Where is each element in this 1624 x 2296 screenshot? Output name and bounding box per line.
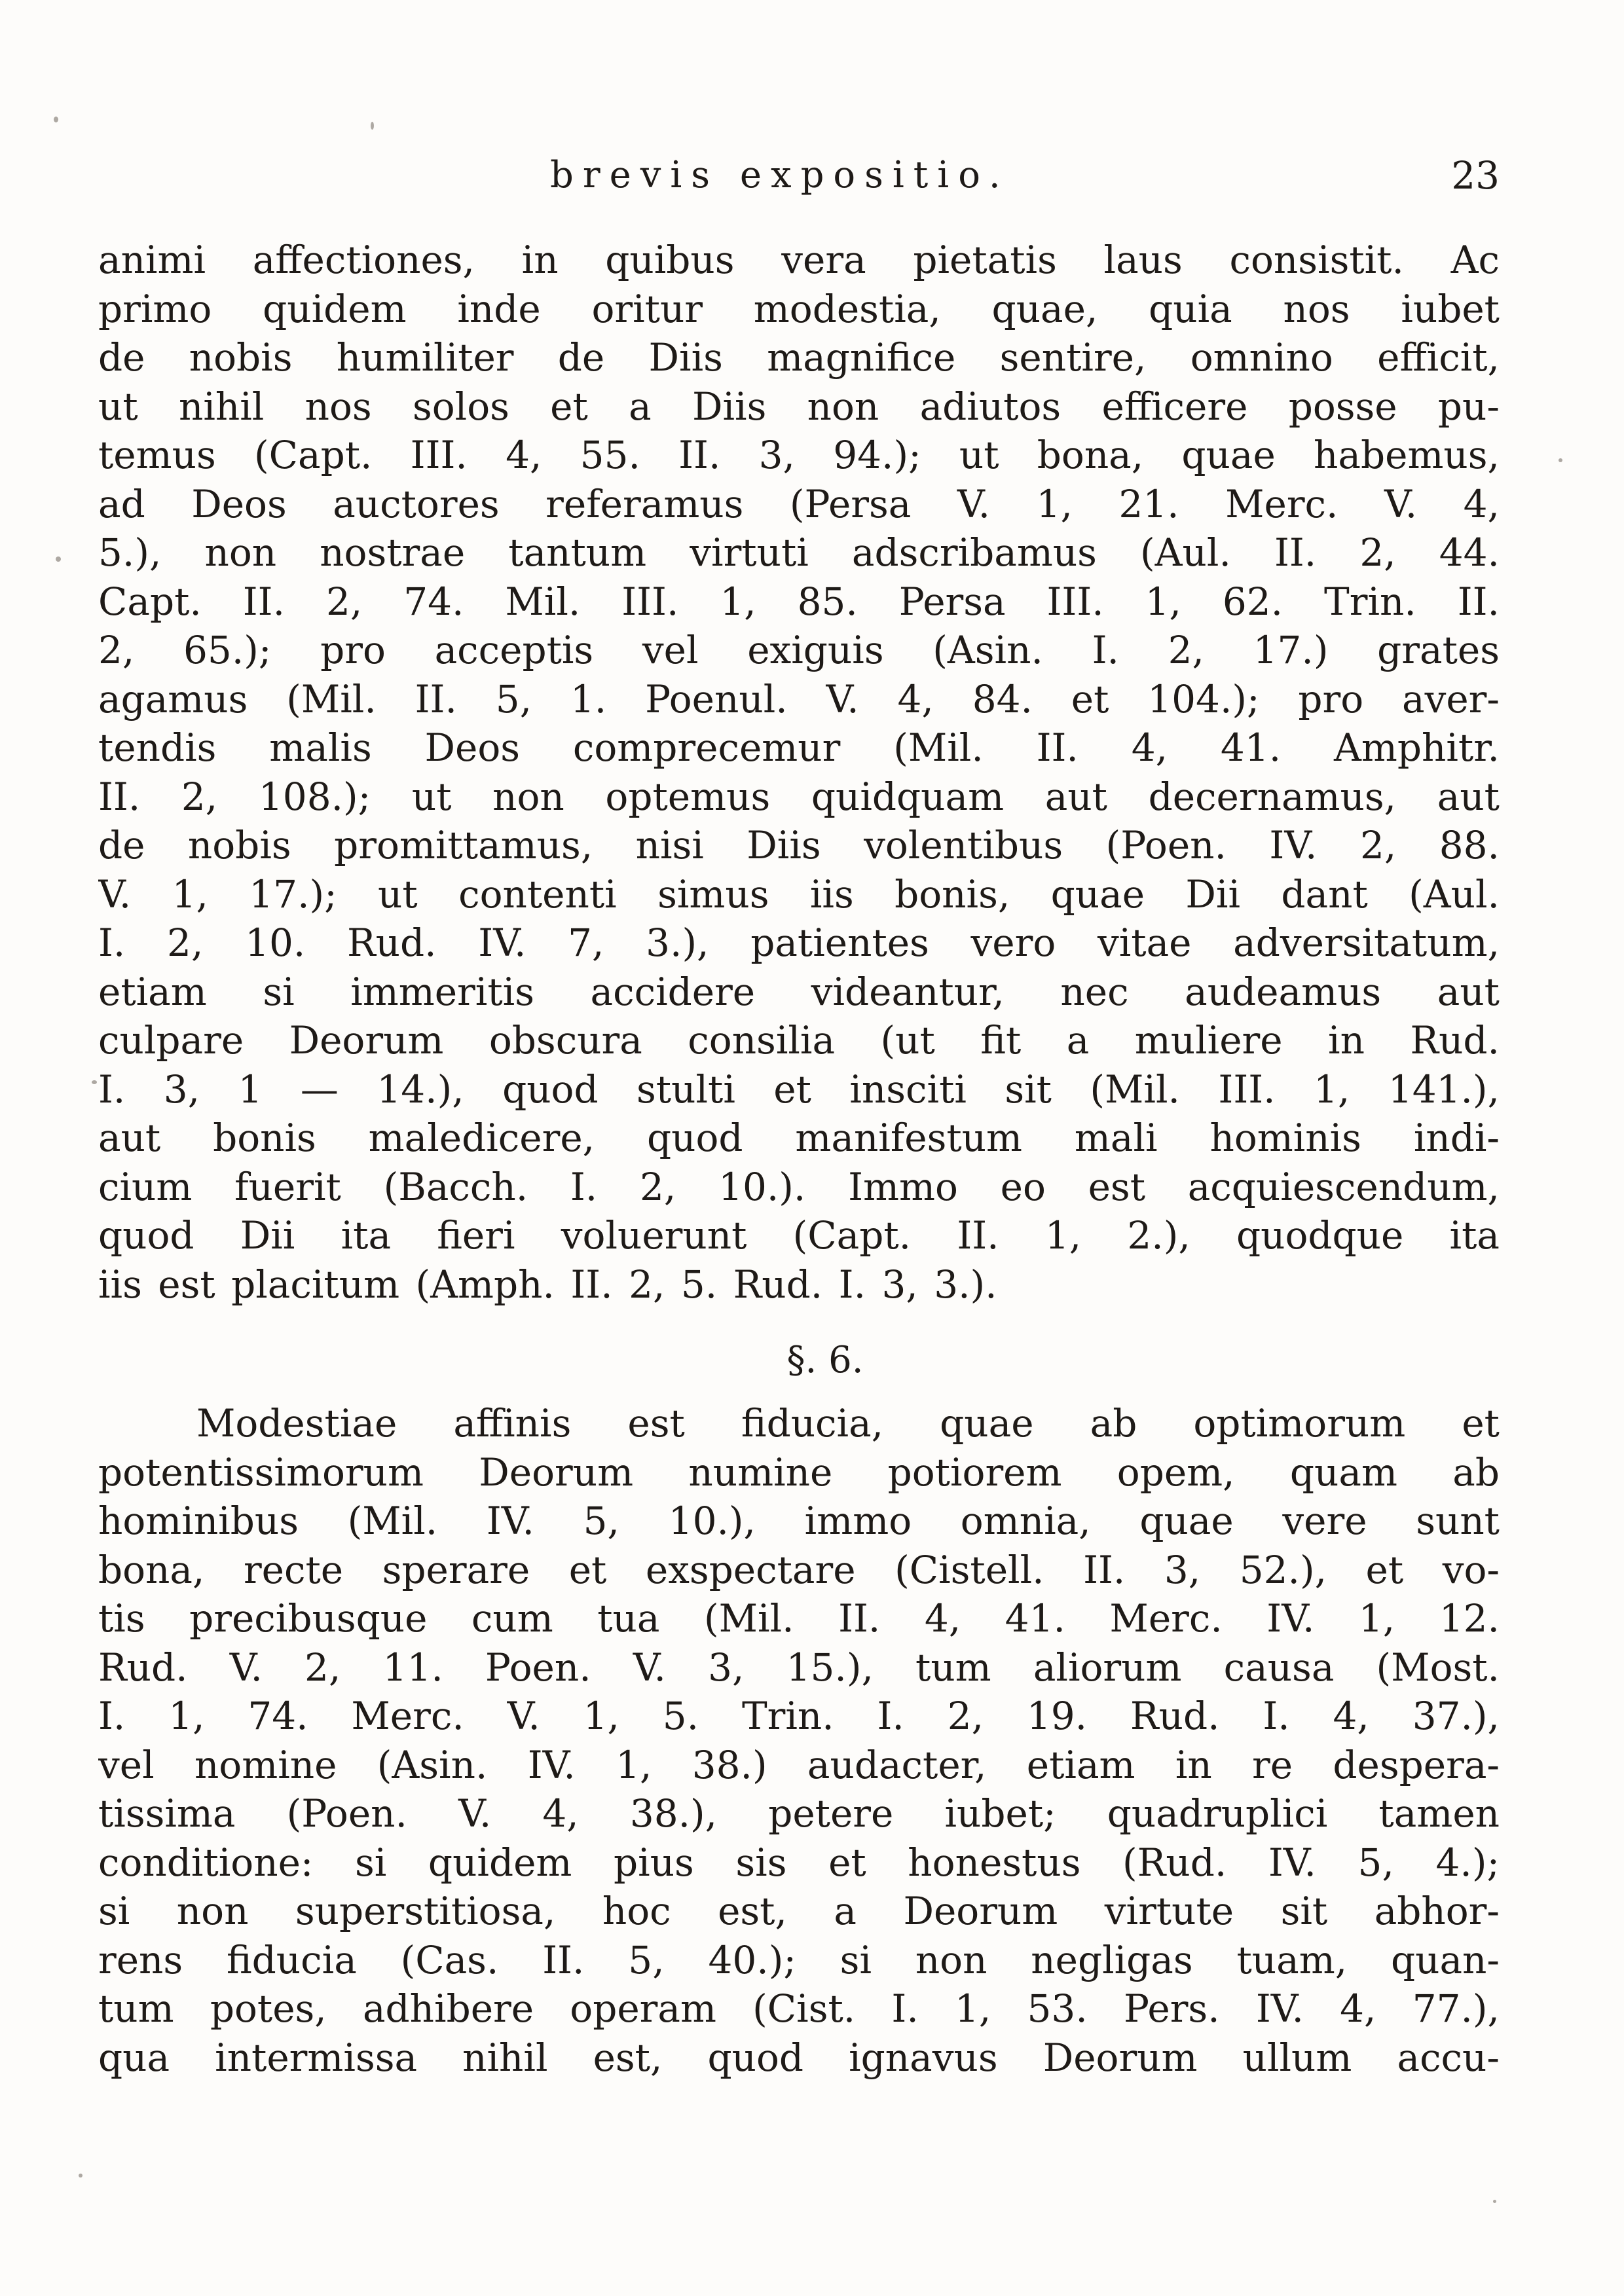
text-line: culpare Deorum obscura consilia (ut fit a muliere in Rud. xyxy=(98,1018,1500,1063)
text-line: conditione: si quidem pius sis et honestus (Rud. IV. 5, 4.); xyxy=(98,1840,1500,1885)
scan-speck xyxy=(371,122,374,130)
running-title: brevis expositio. xyxy=(550,154,1010,196)
text-line: Capt. II. 2, 74. Mil. III. 1, 85. Persa III. 1, 62. Trin. II. xyxy=(98,579,1500,624)
text-line: si non superstitiosa, hoc est, a Deorum virtute sit abhor- xyxy=(98,1889,1500,1933)
section-heading: §. 6. xyxy=(786,1339,864,1381)
scan-speck xyxy=(56,556,61,562)
page-number: 23 xyxy=(1451,153,1500,198)
text-line: temus (Capt. III. 4, 55. II. 3, 94.); ut bona, quae habemus, xyxy=(98,433,1500,477)
text-line: cium fuerit (Bacch. I. 2, 10.). Immo eo est acquiescendum, xyxy=(98,1164,1500,1209)
text-line: V. 1, 17.); ut contenti simus iis bonis, quae Dii dant (Aul. xyxy=(98,871,1500,917)
scan-speck xyxy=(79,2174,83,2178)
scan-speck xyxy=(1493,2200,1496,2203)
text-line: 5.), non nostrae tantum virtuti adscribamus (Aul. II. 2, 44. xyxy=(98,530,1500,575)
text-line: rens fiducia (Cas. II. 5, 40.); si non negligas tuam, quan- xyxy=(98,1937,1500,1982)
text-line: primo quidem inde oritur modestia, quae, quia nos iubet xyxy=(98,286,1500,331)
text-line: aut bonis maledicere, quod manifestum mali hominis indi- xyxy=(98,1116,1500,1160)
text-line: quod Dii ita fieri voluerunt (Capt. II. 1, 2.), quodque ita xyxy=(98,1213,1500,1258)
text-line: ad Deos auctores referamus (Persa V. 1, 21. Merc. V. 4, xyxy=(98,481,1500,526)
text-line: Modestiae affinis est fiducia, quae ab optimorum et xyxy=(196,1401,1500,1446)
text-line: 2, 65.); pro acceptis vel exiguis (Asin. I. 2, 17.) grates xyxy=(98,628,1500,672)
text-line: vel nomine (Asin. IV. 1, 38.) audacter, etiam in re despera- xyxy=(98,1742,1500,1787)
scan-speck xyxy=(54,117,58,122)
text-line: qua intermissa nihil est, quod ignavus Deorum ullum accu- xyxy=(98,2035,1500,2080)
scan-speck xyxy=(92,1080,97,1084)
text-line: bona, recte sperare et exspectare (Cistell. II. 3, 52.), et vo- xyxy=(98,1547,1500,1592)
text-line: hominibus (Mil. IV. 5, 10.), immo omnia, quae vere sunt xyxy=(98,1499,1500,1543)
text-line: iis est placitum (Amph. II. 2, 5. Rud. I. 3, 3.). xyxy=(98,1262,997,1307)
paragraph-2 xyxy=(98,1399,1500,2082)
page-header xyxy=(98,149,1500,202)
text-line: agamus (Mil. II. 5, 1. Poenul. V. 4, 84. et 104.); pro aver- xyxy=(98,676,1500,721)
text-line: I. 2, 10. Rud. IV. 7, 3.), patientes vero vitae adversitatum, xyxy=(98,920,1500,965)
text-line: Rud. V. 2, 11. Poen. V. 3, 15.), tum aliorum causa (Most. xyxy=(98,1645,1500,1690)
text-line: tum potes, adhibere operam (Cist. I. 1, 53. Pers. IV. 4, 77.), xyxy=(98,1986,1500,2031)
text-line: I. 1, 74. Merc. V. 1, 5. Trin. I. 2, 19. Rud. I. 4, 37.), xyxy=(98,1694,1500,1738)
text-line: etiam si immeritis accidere videantur, nec audeamus aut xyxy=(98,969,1500,1014)
text-line: animi affectiones, in quibus vera pietatis laus consistit. Ac xyxy=(98,238,1500,282)
paragraph-1 xyxy=(98,236,1500,1309)
text-line: I. 3, 1 — 14.), quod stulti et insciti sit (Mil. III. 1, 141.), xyxy=(98,1066,1500,1112)
text-line: tendis malis Deos comprecemur (Mil. II. 4, 41. Amphitr. xyxy=(98,725,1500,770)
text-line: II. 2, 108.); ut non optemus quidquam aut decernamus, aut xyxy=(98,774,1500,819)
text-line: tissima (Poen. V. 4, 38.), petere iubet; quadruplici tamen xyxy=(98,1791,1500,1836)
text-line: de nobis promittamus, nisi Diis volentibus (Poen. IV. 2, 88. xyxy=(98,823,1500,867)
text-line: potentissimorum Deorum numine potiorem opem, quam ab xyxy=(98,1449,1500,1495)
scan-speck xyxy=(1559,458,1562,462)
text-line: ut nihil nos solos et a Diis non adiutos efficere posse pu- xyxy=(98,384,1500,429)
text-line: tis precibusque cum tua (Mil. II. 4, 41. Merc. IV. 1, 12. xyxy=(98,1596,1500,1641)
text-line: de nobis humiliter de Diis magnifice sentire, omnino efficit, xyxy=(98,335,1500,380)
